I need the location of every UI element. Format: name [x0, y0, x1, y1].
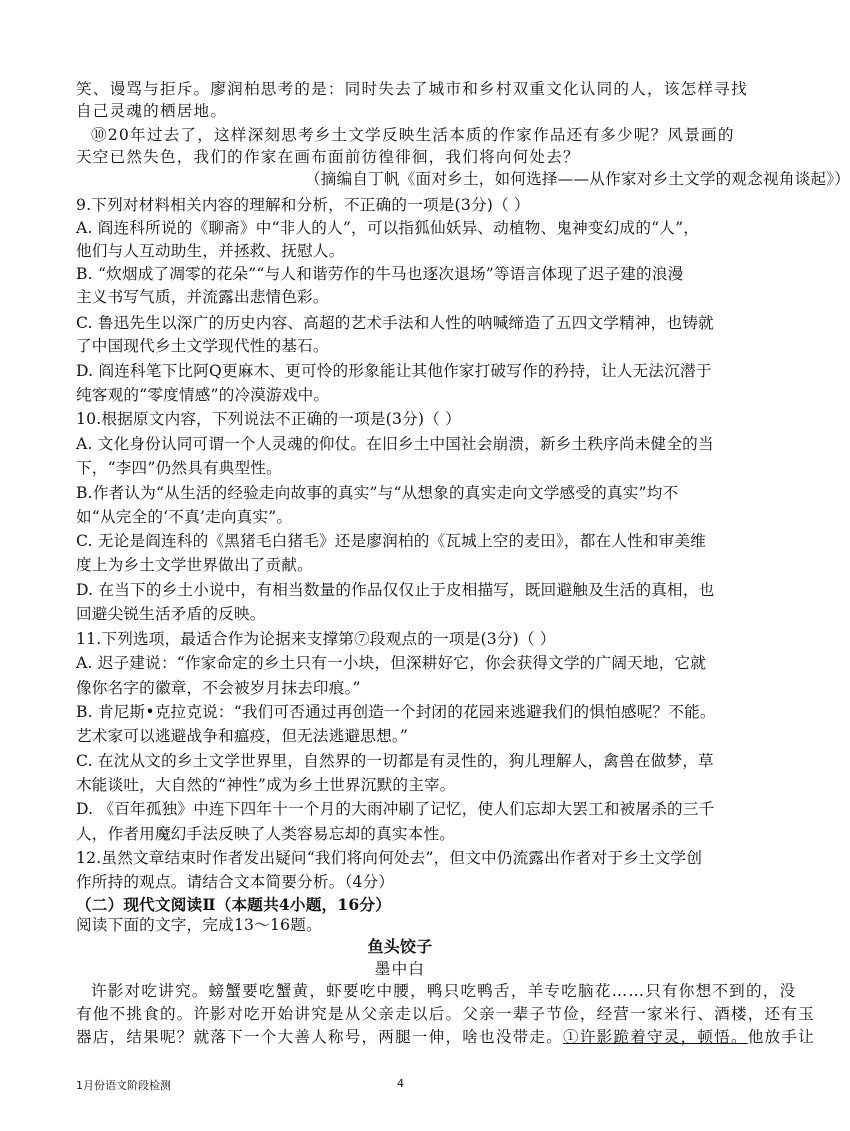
section-heading: （二）现代文阅读Ⅱ（本题共4小题，16分） [76, 895, 391, 914]
question-12-stem: 12.虽然文章结束时作者发出疑问“我们将向何处去”，但文中仍流露出作者对于乡土文学创 [76, 849, 703, 867]
question-10-option-d-cont: 回避尖锐生活矛盾的反映。 [76, 605, 266, 623]
question-10-option-c: C. 无论是阎连科的《黑猪毛白猪毛》还是廖润柏的《瓦城上空的麦田》，都在人性和审美维 [76, 532, 707, 550]
story-paragraph-line [76, 1026, 815, 1048]
question-9-option-b-cont: 主义书写气质，并流露出悲情色彩。 [76, 288, 329, 306]
story-paragraph-line: 有他不挑食的。许影对吃开始讲究是从父亲走以后。父亲一辈子节俭，经营一家米行、酒楼，还有玉 [76, 1005, 815, 1023]
question-11-option-d-cont: 人，作者用魔幻手法反映了人类容易忘却的真实本性。 [76, 825, 456, 843]
story-title: 鱼头饺子 [367, 937, 433, 956]
question-11-option-d: D. 《百年孤独》中连下四年十一个月的大雨冲刷了记忆，使人们忘却大罢工和被屠杀的三千 [76, 800, 715, 818]
question-10-option-d: D. 在当下的乡土小说中，有相当数量的作品仅仅止于皮相描写，既回避触及生活的真相，也 [76, 581, 715, 599]
story-paragraph-line: 许影对吃讲究。螃蟹要吃蟹黄，虾要吃中腰，鸭只吃鸭舌，羊专吃脑花……只有你想不到的，没 [91, 982, 797, 1000]
question-9-stem: 9.下列对材料相关内容的理解和分析，不正确的一项是(3分)（ ） [76, 196, 530, 214]
passage-source: （摘编自丁帆《面对乡土，如何选择——从作家对乡土文学的观念视角谈起》） [305, 170, 850, 188]
question-11-option-c-cont: 木能谈吐，大自然的“神性”成为乡土世界沉默的主宰。 [76, 776, 456, 794]
question-9-option-a: A. 阎连科所说的《聊斋》中“非人的人”，可以指狐仙妖异、动植物、鬼神变幻成的“人”， [76, 219, 700, 237]
passage-paragraph-10: ⑩20年过去了，这样深刻思考乡土文学反映生活本质的作家作品还有多少呢？风景画的 [91, 126, 735, 144]
story-author: 墨中白 [374, 960, 426, 978]
question-10-option-b: B.作者认为“从生活的经验走向故事的真实”与“从想象的真实走向文学感受的真实”均不 [76, 484, 679, 502]
question-9-option-d-cont: 纯客观的“零度情感”的冷漠游戏中。 [76, 386, 330, 404]
story-text: 他放手让 [747, 1028, 815, 1046]
question-9-option-c-cont: 了中国现代乡土文学现代性的基石。 [76, 337, 329, 355]
question-10-option-a-cont: 下，“李四”仍然具有典型性。 [76, 459, 282, 477]
question-10-option-b-cont: 如“从完全的‘不真’走向真实”。 [76, 508, 293, 526]
question-11-option-b: B. 肯尼斯•克拉克说：“我们可否通过再创造一个封闭的花园来逃避我们的惧怕感呢？不能。 [76, 703, 716, 721]
question-10-option-a: A. 文化身份认同可谓一个人灵魂的仰仗。在旧乡土中国社会崩溃，新乡土秩序尚未健全的当 [76, 435, 714, 453]
passage-line: 笑、谩骂与拒斥。廖润柏思考的是：同时失去了城市和乡村双重文化认同的人，该怎样寻找 [76, 80, 748, 98]
passage-line: 自己灵魂的栖居地。 [76, 102, 228, 120]
question-12-stem-cont: 作所持的观点。请结合文本简要分析。（4分） [76, 873, 395, 891]
page-number: 4 [397, 1077, 404, 1090]
question-9-option-d: D. 阎连科笔下比阿Q更麻木、更可怜的形象能让其他作家打破写作的矜持，让人无法沉潜于 [76, 362, 712, 380]
section-instruction: 阅读下面的文字，完成13～16题。 [76, 916, 322, 934]
question-11-option-a: A. 迟子建说：“作家命定的乡土只有一小块，但深耕好它，你会获得文学的广阔天地，它就 [76, 654, 707, 672]
story-text: 器店，结果呢？就落下一个大善人称号，两腿一伸，啥也没带走。 [76, 1028, 564, 1046]
footer-exam-name: 1月份语文阶段检测 [76, 1079, 171, 1092]
underlined-sentence-1: ①许影跪着守灵，顿悟。 [563, 1028, 748, 1046]
question-11-option-b-cont: 艺术家可以逃避战争和瘟疫，但无法逃避思想。” [76, 727, 409, 745]
question-11-option-a-cont: 像你名字的徽章，不会被岁月抹去印痕。” [76, 679, 361, 697]
question-11-option-c: C. 在沈从文的乡土文学世界里，自然界的一切都是有灵性的，狗儿理解人，禽兽在做梦，草 [76, 752, 714, 770]
question-9-option-c: C. 鲁迅先生以深广的历史内容、高超的艺术手法和人性的呐喊缔造了五四文学精神，也铸就 [76, 314, 714, 332]
question-9-option-b: B. “炊烟成了凋零的花朵”“与人和谐劳作的牛马也逐次退场”等语言体现了迟子建的浪漫 [76, 265, 684, 283]
question-10-stem: 10.根据原文内容，下列说法不正确的一项是(3分)（ ） [76, 410, 461, 428]
question-11-stem: 11.下列选项，最适合作为论据来支撑第⑦段观点的一项是(3分)（ ） [76, 630, 556, 648]
question-9-option-a-cont: 他们与人互动助生，并拯救、抚慰人。 [76, 242, 345, 260]
question-10-option-c-cont: 度上为乡土文学世界做出了贡献。 [76, 556, 313, 574]
passage-line: 天空已然失色，我们的作家在画布面前彷徨徘徊，我们将向何处去？ [76, 148, 580, 166]
